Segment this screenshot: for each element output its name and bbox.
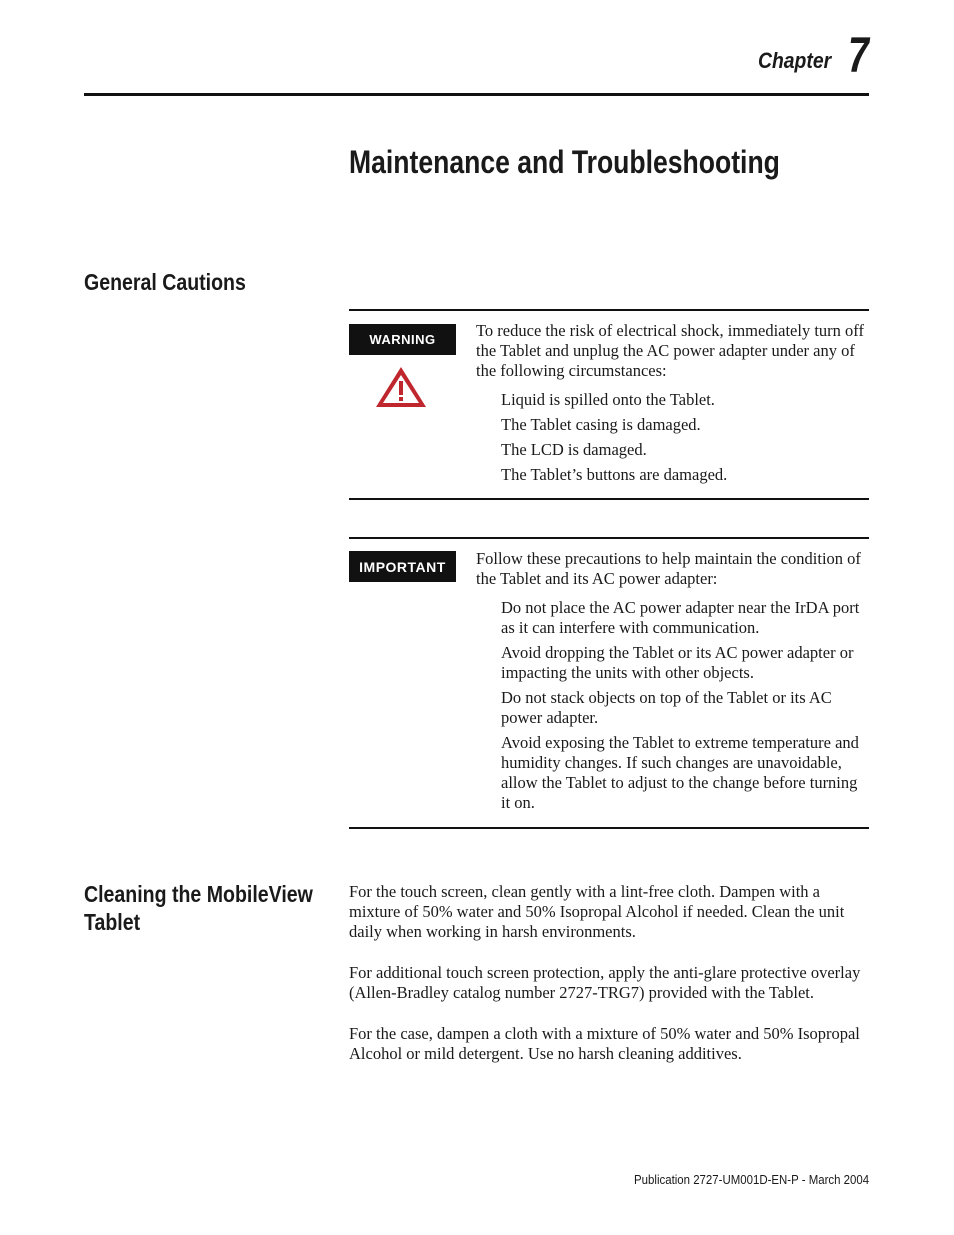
publication-footer: Publication 2727-UM001D-EN-P - March 2004 — [633, 1172, 869, 1187]
important-content — [476, 549, 869, 818]
chapter-header — [748, 27, 869, 83]
important-box — [349, 537, 869, 829]
warning-label: WARNING — [349, 324, 456, 355]
chapter-label: Chapter — [758, 48, 832, 73]
header-rule — [84, 93, 869, 96]
cleaning-body — [349, 882, 874, 1085]
warning-content — [476, 321, 869, 490]
cleaning-paragraph: For additional touch screen protection, apply the anti-glare protective overlay (Allen-Bradley catalog number 2727-TRG7) provided with the Tablet. — [349, 963, 861, 1002]
warning-intro: To reduce the risk of electrical shock, immediately turn off the Tablet and unplug the AC power adapter under any of the following circumstances: — [476, 321, 864, 380]
important-item: Avoid dropping the Tablet or its AC power adapter or impacting the units with other objects. — [501, 643, 854, 682]
section-heading-general-cautions: General Cautions — [84, 269, 246, 295]
warning-triangle-icon — [374, 365, 428, 409]
warning-item: Liquid is spilled onto the Tablet. — [501, 390, 715, 409]
page-title: Maintenance and Troubleshooting — [349, 144, 780, 180]
cleaning-paragraph: For the touch screen, clean gently with a lint-free cloth. Dampen with a mixture of 50% water and 50% Isopropal Alcohol if needed. Clean the unit daily when working in harsh environments. — [349, 882, 845, 941]
warning-item: The LCD is damaged. — [501, 440, 647, 459]
important-intro: Follow these precautions to help maintain the condition of the Tablet and its AC power adapter: — [476, 549, 861, 588]
important-label: IMPORTANT — [349, 551, 456, 582]
important-item: Do not place the AC power adapter near the IrDA port as it can interfere with communication. — [501, 598, 860, 637]
important-item: Avoid exposing the Tablet to extreme temperature and humidity changes. If such changes are unavoidable, allow the Tablet to adjust to the change before turning it on. — [501, 733, 859, 812]
chapter-number: 7 — [848, 27, 869, 83]
warning-list — [476, 390, 869, 485]
warning-item: The Tablet casing is damaged. — [501, 415, 701, 434]
important-item: Do not stack objects on top of the Tablet or its AC power adapter. — [501, 688, 832, 727]
warning-box — [349, 309, 869, 500]
cleaning-paragraph: For the case, dampen a cloth with a mixture of 50% water and 50% Isopropal Alcohol or mild detergent. Use no harsh cleaning additives. — [349, 1024, 860, 1063]
important-list — [476, 598, 869, 813]
section-heading-cleaning: Cleaning the MobileView Tablet — [84, 881, 313, 935]
warning-item: The Tablet’s buttons are damaged. — [501, 465, 728, 484]
